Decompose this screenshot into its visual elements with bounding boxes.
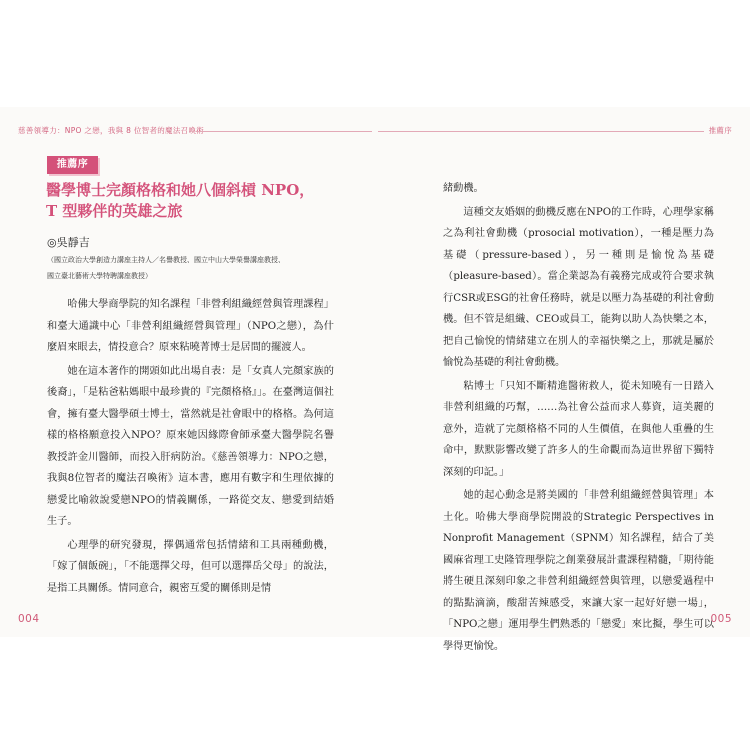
paragraph: 這種交友婚姻的動機反應在NPO的工作時，心理學家稱之為利社會動機（prosocial motivation），一種是壓力為基礎（pressure-based），另一種則是愉悅為基礎（pleasure-based）。當企業認為有義務完成或符合要求執行CSR或ESG的社會任務時，就是以壓力為基礎的利社會動機。但不管是組織、CEO或員工，能夠以助人為快樂之本，把自己愉悅的情緒建立在別人的幸福快樂之上，那就是屬於愉悅為基礎的利社會動機。	[443, 206, 714, 368]
page-number-left: 004	[18, 613, 40, 625]
chapter-title-line: 醫學博士完顏格格和她八個斜槓 NPO，	[46, 181, 315, 199]
paragraph: 哈佛大學商學院的知名課程「非營利組織經營與管理課程」和臺大通識中心「非營利組織經營與管理」（NPO之戀），為什麼眉來眼去，情投意合？原來粘曉菁博士是居間的擺渡人。	[47, 299, 334, 353]
author-affiliation: （國立政治大學創造力講座主持人／名譽教授、國立中山大學榮譽講座教授、	[47, 256, 285, 264]
paragraph: 心理學的研究發現，擇偶通常包括情緒和工具兩種動機，「嫁了個飯碗」，「不能選擇父母，但可以選擇岳父母」的說法，是指工具關係。情同意合，親密互愛的關係則是情	[47, 539, 334, 594]
paragraph: 粘博士「只知不斷精進醫術救人，從未知曉有一日踏入非營利組織的巧幫，……為社會公益而求人募資，這美麗的意外，造就了完顏格格不同的人生價值，在與他人重疊的生命中，默默影響改變了許多人的生命觀而為這世界留下獨特深刻的印記。」	[443, 380, 714, 478]
right-page-body	[443, 178, 714, 657]
paragraph: 緒動機。	[443, 183, 484, 194]
chapter-title-line: T 型夥伴的英雄之旅	[46, 202, 183, 220]
author-name: ◎吳靜吉	[47, 236, 90, 249]
header-rule-left	[196, 131, 372, 132]
paragraph: 她在這本著作的開頭如此出場自表：是「女真人完顏家族的後裔」，「是粘爸粘媽眼中最珍貴的『完顏格格』」。在臺灣這個社會，擁有臺大醫學碩士博士，當然就是社會眼中的格格。為何這樣的格格願意投入NPO？原來她因緣際會師承臺大醫學院名譽教授許金川醫師，而投入肝病防治。《慈善領導力：NPO之戀，我與8位智者的魔法召喚術》這本書，應用有數字和生理依據的戀愛比喻敘說愛戀NPO的情義關係，一路從交友、戀愛到結婚生子。	[47, 365, 334, 527]
author-affiliation: 國立臺北藝術大學特聘講座教授）	[47, 272, 152, 280]
left-page-body	[47, 294, 334, 599]
chapter-title	[46, 180, 336, 222]
section-badge: 推薦序	[47, 156, 98, 174]
page-number-right: 005	[710, 613, 732, 625]
running-head-right: 推薦序	[708, 126, 732, 135]
running-head-left: 慈善領導力：NPO 之戀，我與 8 位智者的魔法召喚術	[18, 126, 205, 135]
header-rule-right	[378, 131, 704, 132]
paragraph: 她的起心動念是將美國的「非營利組織經營與管理」本土化。哈佛大學商學院開設的Strategic Perspectives in Nonprofit Management（SPNM）知名課程，結合了美國麻省理工史隆管理學院之創業發展計畫課程精髓，「期待能將生硬且深刻印象之非營利組織經營與管理，以戀愛過程中的點點滴滴，酸甜苦辣感受，來讓大家一起好好戀一場」，「NPO之戀」運用學生們熟悉的「戀愛」來比擬，學生可以學得更愉悅。	[443, 490, 714, 652]
